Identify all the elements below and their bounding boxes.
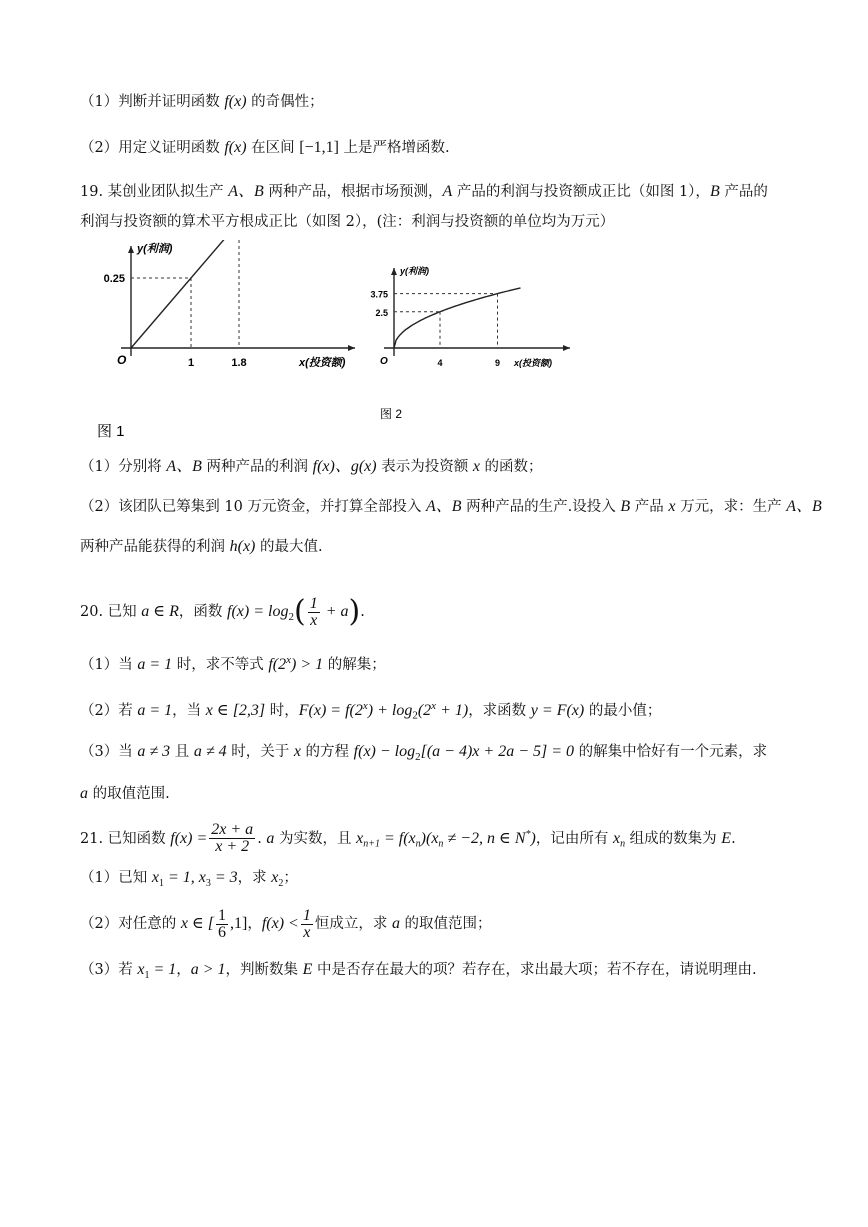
q21-part2: （2）对任意的 x ∈ [ $\frac{1}{6}$ ,1]，f(x) < $\frac{1}{x}$ 恒成立，求 a 的取值范围；	[80, 906, 492, 941]
series-line	[131, 240, 335, 348]
y-axis-label: y(利润)	[137, 243, 173, 255]
y-tick-label: 0.25	[103, 273, 125, 285]
q18-part2: （2）用定义证明函数 f(x) 在区间 [−1,1] 上是严格增函数.	[80, 139, 450, 156]
series-curve	[394, 288, 521, 348]
q20-part2: （2）若 a = 1，当 x ∈ [2,3] 时，$F(x) = f(2^x) + \log_2(2^x + 1)$，求函数 y = F(x) 的最小值；	[80, 700, 662, 722]
y-axis-label: y(利润)	[400, 266, 429, 276]
y-axis-arrow	[391, 268, 397, 275]
q20-part3: （3）当 a ≠ 3 且 a ≠ 4 时，关于 x 的方程 $f(x) - \log_2[(a - 4)x + 2a - 5] = 0$ 的解集中恰好有一个元素，求	[80, 743, 768, 763]
q21-part3: （3）若 $x_1 = 1$，a > 1，判断数集 E 中是否存在最大的项？若存在，求出最大项；若不存在，请说明理由.	[80, 961, 757, 981]
q19-stem-line2: 利润与投资额的算术平方根成正比（如图 2），(注：利润与投资额的单位均为万元）	[80, 214, 615, 230]
q20-part1: （1）当 a = 1 时，求不等式 $f(2^x) > 1$ 的解集；	[80, 654, 386, 673]
q20-stem: 20. 已知 a ∈ R，函数 $f(x) = \log_2$( $\frac{1}{x}$ + a).	[80, 594, 365, 629]
figure-1-caption: 图 1	[97, 423, 125, 440]
x-tick-label: 1.8	[231, 357, 247, 369]
x-tick-label: 9	[494, 358, 501, 368]
x-axis-arrow	[563, 345, 570, 351]
figure-1-chart	[85, 240, 365, 440]
figure-2-caption: 图 2	[380, 407, 403, 421]
figure-2-chart	[360, 262, 580, 422]
origin-label: O	[380, 356, 388, 367]
q18-part1: （1）判断并证明函数 f(x) 的奇偶性；	[80, 93, 324, 110]
q21-stem: 21. 已知函数 f(x) = $\frac{2x + a}{x + 2}$ . a 为实数，且 $x_{n+1} = f(x_n)(x_n \ne -2$, n ∈ N*)，记由所有 $x_n$ 组成的数集为 E.	[80, 821, 736, 856]
x-tick-label: 1	[187, 357, 195, 369]
x-axis-label: x(投资额)	[299, 357, 346, 369]
q19-part2: （2）该团队已筹集到 10 万元资金，并打算全部投入 A、B 两种产品的生产.设投入 B 产品 x 万元，求：生产 A、B	[80, 498, 822, 515]
q19-stem-line1: 19. 某创业团队拟生产 A、B 两种产品，根据市场预测，A 产品的利润与投资额成正比（如图 1），B 产品的	[80, 183, 768, 200]
origin-label: O	[117, 353, 127, 367]
y-tick-label: 3.75	[370, 289, 388, 300]
x-tick-label: 4	[437, 358, 443, 368]
q21-part1: （1）已知 $x_1 = 1$, $x_3 = 3$，求 $x_2$；	[80, 869, 298, 889]
y-tick-label: 2.5	[375, 307, 388, 318]
y-axis-arrow	[128, 246, 134, 253]
q19-part2-cont: 两种产品能获得的利润 h(x) 的最大值.	[80, 538, 323, 555]
q19-part1: （1）分别将 A、B 两种产品的利润 f(x)、g(x) 表示为投资额 x 的函数；	[80, 458, 543, 475]
x-axis-arrow	[348, 345, 355, 351]
q20-part3-cont: a 的取值范围.	[80, 785, 170, 802]
x-axis-label: x(投资额)	[514, 358, 552, 368]
